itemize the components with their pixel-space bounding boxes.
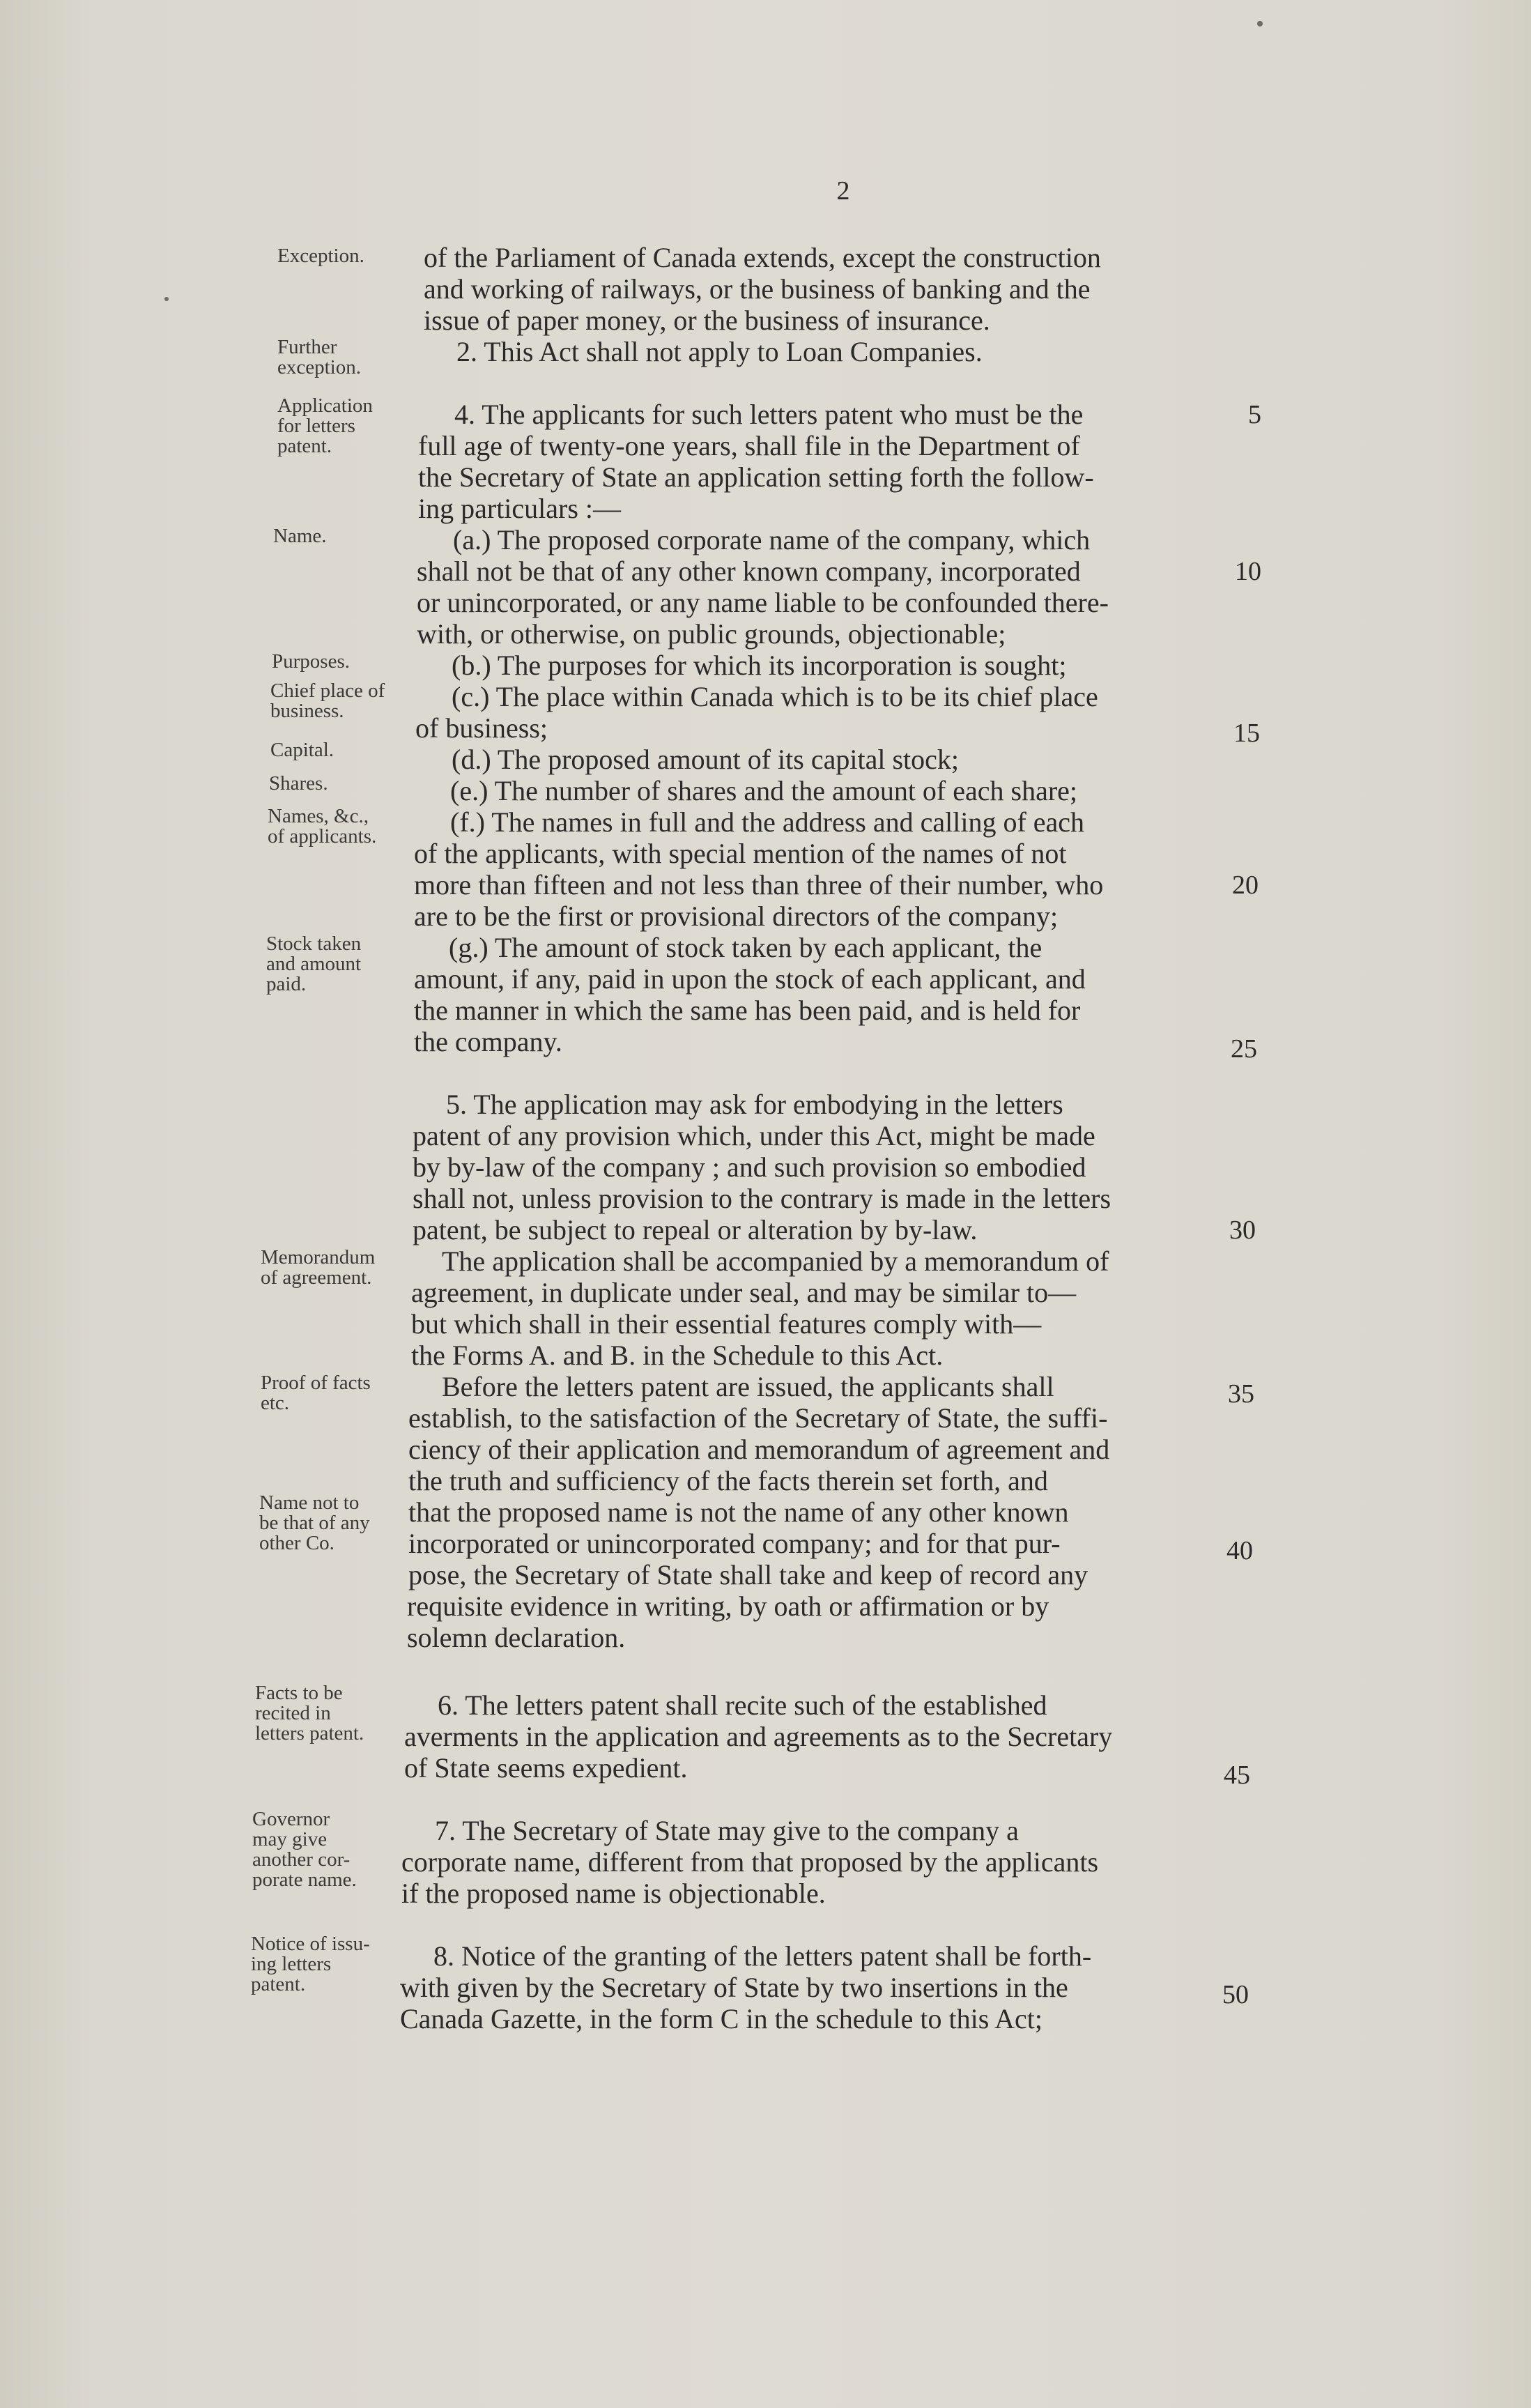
body-line: 7. The Secretary of State may give to the company a: [435, 1815, 1019, 1846]
margin-note-line: Stock taken: [266, 933, 362, 955]
margin-note-line: Memorandum: [261, 1246, 376, 1268]
line-number: 45: [1224, 1761, 1250, 1790]
body-line: shall not be that of any other known company, incorporated: [417, 555, 1081, 587]
body-line: the truth and sufficiency of the facts therein set forth, and: [408, 1465, 1048, 1496]
margin-note-line: Facts to be: [255, 1682, 343, 1704]
speck-mark: [1257, 21, 1263, 26]
body-line: the Forms A. and B. in the Schedule to this Act.: [411, 1340, 944, 1371]
margin-note-line: be that of any: [259, 1512, 370, 1534]
line-number: 30: [1229, 1215, 1256, 1245]
margin-note-line: Name not to: [259, 1491, 360, 1514]
margin-note-line: Proof of facts: [261, 1372, 371, 1394]
body-line: (e.) The number of shares and the amount of each share;: [450, 775, 1078, 806]
margin-note-line: Shares.: [269, 772, 328, 795]
body-line: pose, the Secretary of State shall take and keep of record any: [408, 1559, 1088, 1590]
body-line: 4. The applicants for such letters patent who must be the: [454, 399, 1084, 430]
line-number: 40: [1226, 1536, 1253, 1565]
body-line: requisite evidence in writing, by oath or affirmation or by: [407, 1590, 1049, 1622]
margin-note-line: letters patent.: [255, 1722, 364, 1744]
line-number: 10: [1235, 557, 1261, 586]
line-number: 50: [1222, 1980, 1249, 2009]
margin-note-line: etc.: [261, 1392, 290, 1414]
body-line: if the proposed name is objectionable.: [401, 1878, 826, 1909]
margin-note-line: Chief place of: [270, 680, 385, 702]
body-line: establish, to the satisfaction of the Secretary of State, the suffi-: [408, 1402, 1108, 1434]
body-line: ing particulars :—: [418, 493, 622, 524]
margin-note: [261, 1248, 421, 1288]
line-number: 5: [1248, 400, 1261, 429]
body-line: and working of railways, or the business of banking and the: [424, 273, 1091, 305]
margin-note-line: patent.: [251, 1973, 306, 1995]
body-line: of the applicants, with special mention of the names of not: [414, 838, 1067, 869]
body-line: full age of twenty-one years, shall file in the Department of: [418, 430, 1080, 461]
margin-note: [266, 934, 426, 995]
margin-note-line: and amount: [266, 953, 362, 975]
margin-note: [259, 1493, 420, 1554]
body-line: that the proposed name is not the name of any other known: [408, 1496, 1069, 1528]
body-line: of State seems expedient.: [404, 1752, 688, 1784]
body-line: the Secretary of State an application setting forth the follow-: [418, 461, 1094, 493]
margin-note-line: exception.: [277, 356, 361, 378]
body-line: of business;: [415, 712, 548, 744]
body-line: Canada Gazette, in the form C in the schedule to this Act;: [400, 2003, 1043, 2034]
body-line: of the Parliament of Canada extends, except the construction: [424, 242, 1101, 273]
margin-note-line: of applicants.: [268, 825, 377, 848]
margin-note: [273, 526, 433, 546]
body-line: patent of any provision which, under this Act, might be made: [413, 1120, 1095, 1151]
margin-note-line: business.: [270, 700, 344, 722]
line-number: 35: [1228, 1379, 1254, 1409]
body-line: 6. The letters patent shall recite such of the established: [438, 1689, 1047, 1721]
body-line: patent, be subject to repeal or alteration by by-law.: [413, 1214, 978, 1245]
line-number: 20: [1232, 871, 1259, 900]
margin-note: [261, 1373, 421, 1413]
body-line: ciency of their application and memorandum of agreement and: [408, 1434, 1110, 1465]
margin-note: [277, 246, 438, 266]
margin-note-line: may give: [252, 1828, 328, 1850]
body-line: (g.) The amount of stock taken by each applicant, the: [449, 932, 1043, 963]
body-line: issue of paper money, or the business of insurance.: [424, 305, 990, 336]
margin-note: [251, 1934, 411, 1995]
body-line: with, or otherwise, on public grounds, objectionable;: [417, 618, 1006, 650]
body-line: (a.) The proposed corporate name of the company, which: [453, 524, 1091, 555]
margin-note-line: Further: [277, 336, 337, 358]
body-line: agreement, in duplicate under seal, and may be similar to—: [411, 1277, 1077, 1308]
margin-note: [272, 652, 432, 672]
margin-note-line: Capital.: [270, 739, 334, 761]
body-line: (d.) The proposed amount of its capital stock;: [452, 744, 959, 775]
margin-note-line: ing letters: [251, 1953, 332, 1975]
body-line: (c.) The place within Canada which is to be its chief place: [452, 681, 1098, 712]
margin-note-line: paid.: [266, 973, 307, 995]
margin-note-line: Notice of issu-: [251, 1933, 370, 1955]
body-line: solemn declaration.: [407, 1622, 626, 1653]
body-line: 8. Notice of the granting of the letters patent shall be forth-: [433, 1940, 1092, 1972]
body-line: (b.) The purposes for which its incorporation is sought;: [452, 650, 1067, 681]
margin-note-line: other Co.: [259, 1532, 334, 1554]
margin-note-line: another cor-: [252, 1848, 351, 1871]
margin-note: [270, 681, 431, 721]
body-line: more than fifteen and not less than three of their number, who: [414, 869, 1104, 900]
margin-note-line: Purposes.: [272, 650, 350, 673]
line-number: 15: [1233, 719, 1260, 748]
body-line: amount, if any, paid in upon the stock of each applicant, and: [414, 963, 1086, 995]
body-line: The application shall be accompanied by a memorandum of: [442, 1245, 1109, 1277]
margin-note-line: Application: [277, 394, 373, 417]
body-line: corporate name, different from that proposed by the applicants: [401, 1846, 1099, 1878]
margin-note-line: Names, &c.,: [268, 805, 369, 827]
body-line: with given by the Secretary of State by two insertions in the: [400, 1972, 1068, 2003]
margin-note-line: for letters: [277, 415, 355, 437]
body-line: the manner in which the same has been paid, and is held for: [414, 995, 1081, 1026]
body-line: incorporated or unincorporated company; and for that pur-: [408, 1528, 1061, 1559]
margin-note: [277, 396, 438, 457]
body-line: are to be the first or provisional directors of the company;: [414, 900, 1059, 932]
margin-note: [270, 740, 431, 760]
body-line: Before the letters patent are issued, the applicants shall: [442, 1371, 1054, 1402]
margin-note: [277, 337, 438, 378]
line-number: 25: [1231, 1034, 1257, 1064]
body-line: or unincorporated, or any name liable to be confounded there-: [417, 587, 1109, 618]
body-line: shall not, unless provision to the contrary is made in the letters: [413, 1183, 1111, 1214]
margin-note-line: Name.: [273, 525, 327, 547]
body-line: but which shall in their essential features comply with—: [411, 1308, 1042, 1340]
margin-note: [268, 806, 428, 847]
body-line: 2. This Act shall not apply to Loan Companies.: [456, 336, 983, 367]
page-number: 2: [836, 176, 850, 206]
body-line: (f.) The names in full and the address and calling of each: [450, 806, 1085, 838]
margin-note-line: Exception.: [277, 245, 364, 267]
body-line: 5. The application may ask for embodying in the letters: [446, 1089, 1063, 1120]
speck-mark: [164, 297, 169, 301]
body-line: averments in the application and agreements as to the Secretary: [404, 1721, 1113, 1752]
body-line: the company.: [414, 1026, 562, 1057]
margin-note-line: patent.: [277, 435, 332, 457]
margin-note: [269, 774, 429, 794]
margin-note-line: of agreement.: [261, 1266, 372, 1289]
margin-note-line: porate name.: [252, 1869, 357, 1891]
margin-note-line: Governor: [252, 1808, 330, 1830]
margin-note: [252, 1809, 413, 1890]
margin-note: [255, 1683, 415, 1744]
margin-note-line: recited in: [255, 1702, 331, 1724]
body-line: by by-law of the company ; and such provision so embodied: [413, 1151, 1086, 1183]
